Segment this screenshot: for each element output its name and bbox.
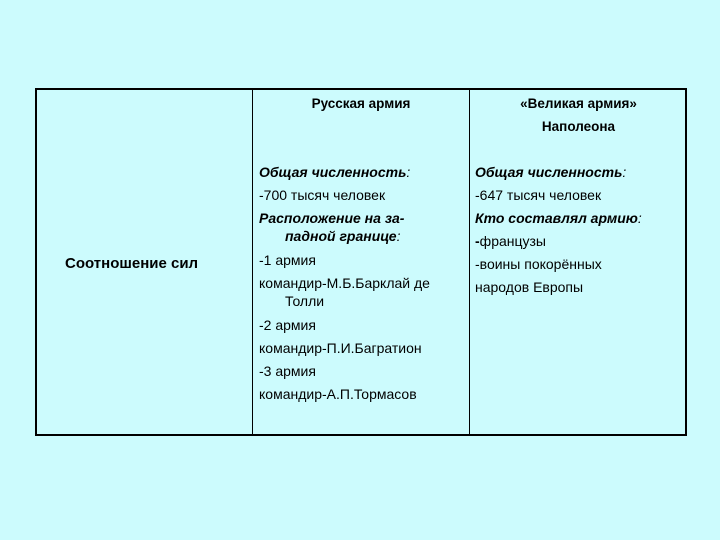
napoleon-title: Наполеона [541,119,616,134]
army-1-commander: командир-М.Б.Барклай де [259,275,430,291]
location-label: Расположение на за- [259,210,405,226]
total-label: Общая численность: [259,164,411,180]
composition-item: -французы [475,233,546,249]
total-value: -647 тысяч человек [475,187,602,203]
total-label: Общая численность: [475,164,627,180]
napoleon-army-details [475,161,681,299]
russian-army-title: Русская армия [311,96,411,111]
army-3: -3 армия [259,363,316,379]
comparison-table [35,88,687,436]
army-3-commander: командир-А.П.Тормасов [259,386,417,402]
army-2: -2 армия [259,317,316,333]
total-value: -700 тысяч человек [259,187,386,203]
column-divider [469,90,470,434]
composition-item-cont: народов Европы [475,279,584,295]
grand-army-title: «Великая армия» [520,96,637,111]
army-1: -1 армия [259,252,316,268]
composition-label: Кто составлял армию: [475,210,642,226]
russian-army-details [259,161,465,406]
composition-item: -воины покорённых [475,256,602,272]
army-1-commander-cont: Толли [285,293,325,309]
location-label-cont: падной границе: [285,228,401,244]
column-divider [252,90,253,434]
army-2-commander: командир-П.И.Багратион [259,340,422,356]
row-label: Соотношение сил [65,255,199,272]
napoleon-army-header [470,92,687,138]
russian-army-header [253,92,469,115]
